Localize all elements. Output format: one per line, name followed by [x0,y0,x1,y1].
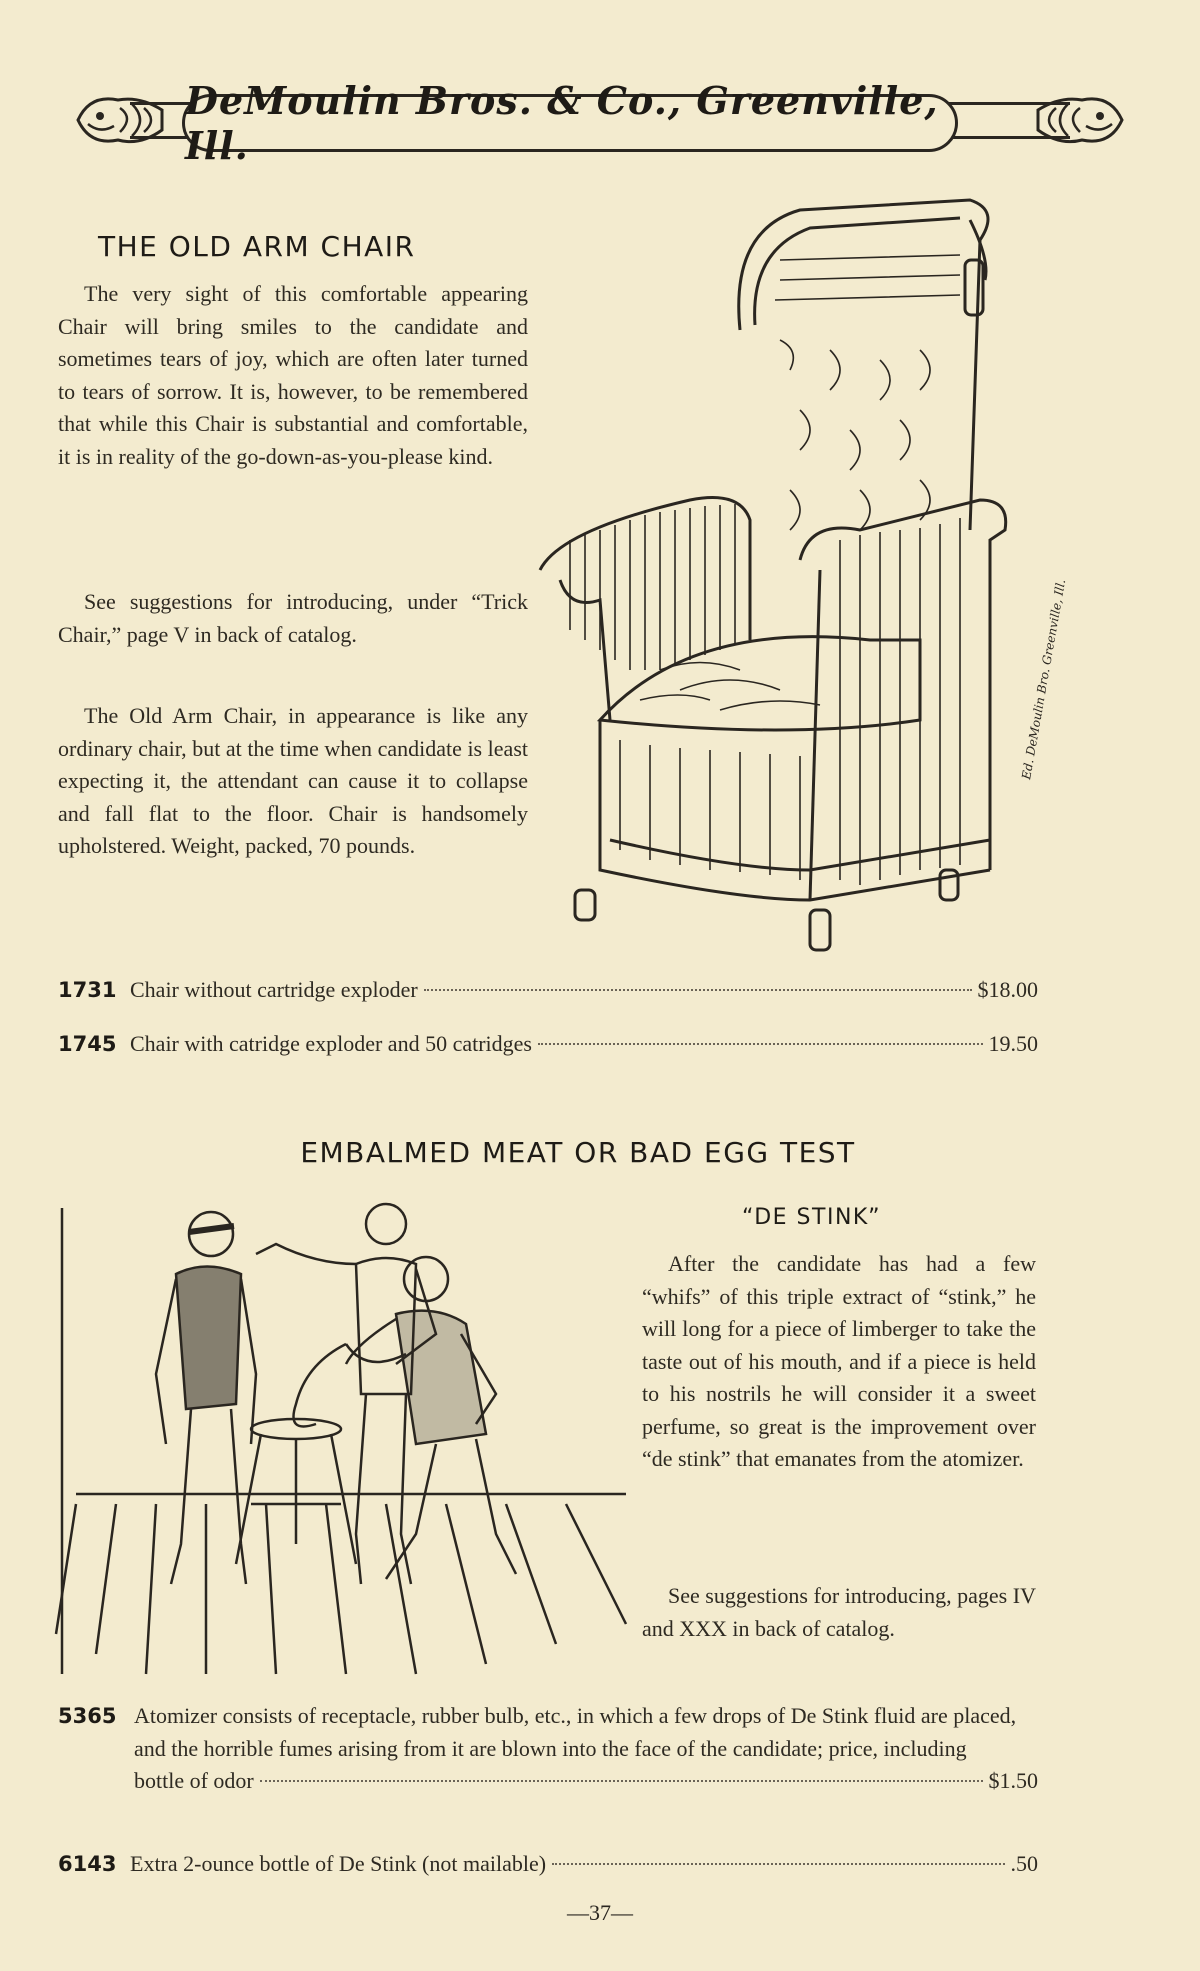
dot-leader [552,1863,1004,1865]
lion-ornament-left-icon [70,88,170,152]
price-row-5365 [58,1700,1038,1798]
arm-chair-paragraph-2: See suggestions for introducing, under “Trick Chair,” page V in back of catalog. [58,589,528,647]
arm-chair-paragraph-3: The Old Arm Chair, in appearance is like any ordinary chair, but at the time when candidate is least expecting it, the attendant can cause it to collapse and fall flat to the floor. Chair is handsomely upholstered. Weight, packed, 70 pounds. [58,703,528,858]
arm-chair-illustration [540,200,1069,970]
dot-leader [260,1780,983,1782]
item-description: Extra 2-ounce bottle of De Stink (not mailable) [130,1851,547,1876]
price-row-1731 [58,974,1038,1006]
lion-ornament-right-icon [1030,88,1130,152]
item-description: Atomizer consists of receptacle, rubber bulb, etc., in which a few drops of De Stink fluid are placed, and the horrible fumes arising from it are blown into the face of the candidate; price, including [134,1703,1017,1761]
item-price: $1.50 [988,1768,1038,1793]
item-number: 6143 [58,1852,117,1876]
item-description: Chair without cartridge exploder [130,977,418,1002]
item-number: 1731 [58,978,117,1002]
header-banner [70,78,1130,168]
arm-chair-paragraph-1: The very sight of this comfortable appearing Chair will bring smiles to the candidate and sometimes tears of joy, which are often later turned to tears of sorrow. It is, however, to be remembered that while this Chair is substantial and comfortable, it is in reality of the go-down-as-you-please kind. [58,281,528,469]
bad-egg-test-illustration [56,1204,636,1684]
banner-text: DeMoulin Bros. & Co., Greenville, Ill. [185,78,939,168]
page-number: —37— [567,1900,633,1925]
egg-test-title: EMBALMED MEAT OR BAD EGG TEST [300,1136,856,1169]
item-price: .50 [1010,1851,1038,1876]
banner-cartouche [182,78,958,168]
price-row-1745 [58,1028,1038,1060]
chair-illustration-signature: Ed. DeMoulin Bro. Greenville, Ill. [1019,578,1069,781]
item-price: 19.50 [988,1031,1038,1056]
item-last-line-text: bottle of odor [134,1768,254,1793]
arm-chair-title: THE OLD ARM CHAIR [98,230,416,263]
dot-leader [424,989,972,991]
dot-leader [538,1043,983,1045]
egg-test-paragraph-1: After the candidate has had a few “whifs” of this triple extract of “stink,” he will long for a piece of limberger to take the taste out of his mouth, and if a piece is held to his nostrils he will consider it a sweet perfume, so great is the improvement over “de stink” that emanates from the atomizer. [642,1251,1036,1471]
item-description: Chair with catridge exploder and 50 catridges [130,1031,532,1056]
price-row-6143 [58,1848,1038,1880]
egg-test-paragraph-2: See suggestions for introducing, pages IV and XXX in back of catalog. [642,1583,1036,1641]
item-price: $18.00 [977,977,1038,1002]
item-number: 5365 [58,1704,117,1728]
item-number: 1745 [58,1032,117,1056]
egg-test-subtitle: “DE STINK” [742,1205,882,1230]
item-last-line [134,1765,1038,1798]
